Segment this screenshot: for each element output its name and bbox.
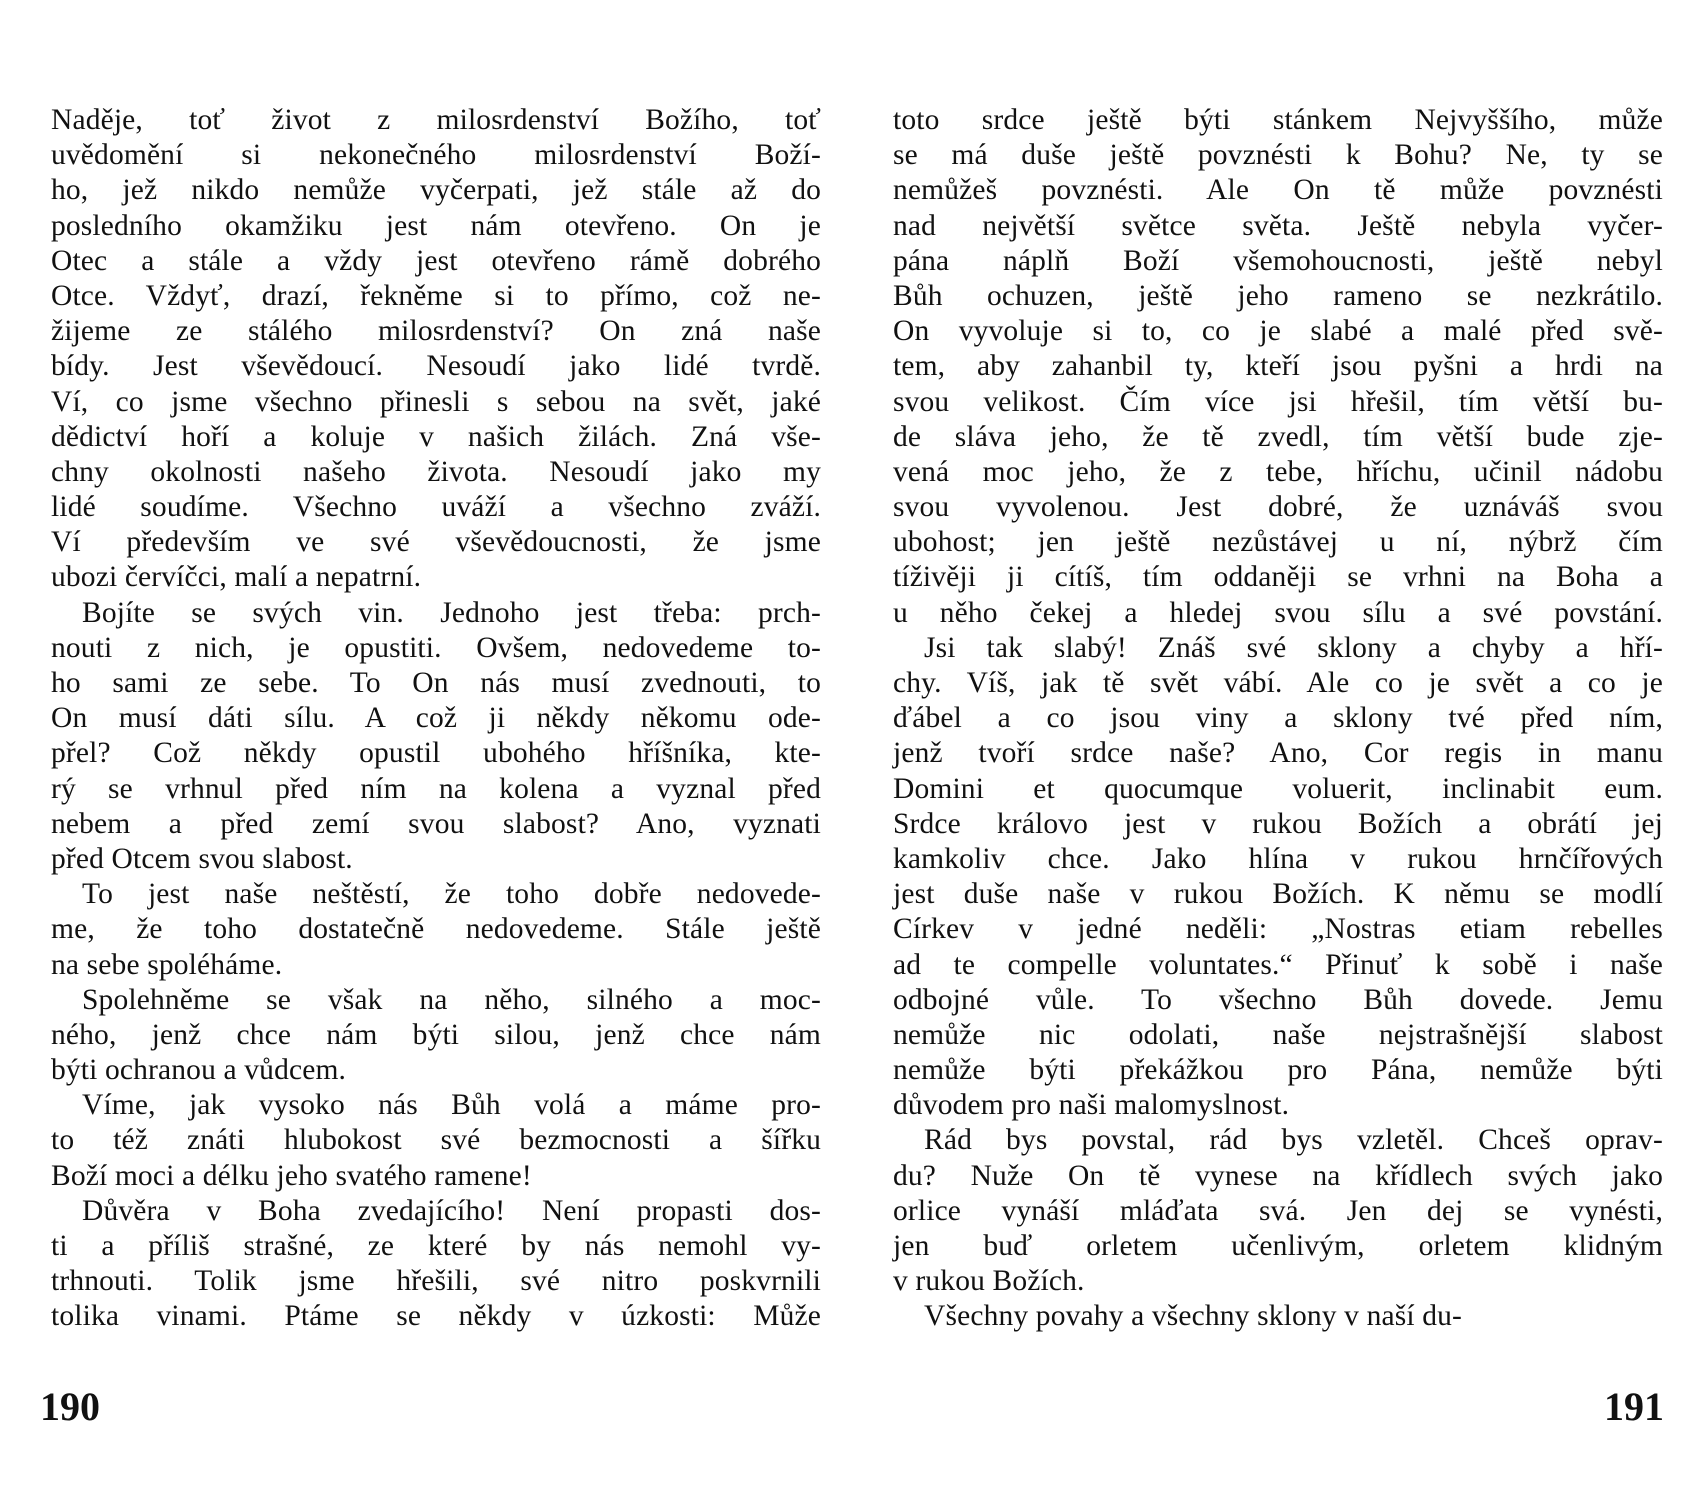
left-page-text [51,103,821,1335]
right-page-text [893,103,1663,1335]
text-line: uvědomění si nekonečného milosrdenství Boží- [51,139,821,172]
text-line: tolika vinami. Ptáme se někdy v úzkosti: Může [51,1300,821,1333]
text-line: tíživěji ji cítíš, tím oddaněji se vrhni na Boha a [893,561,1663,594]
text-line: před Otcem svou slabost. [51,842,353,875]
text-line: Rád bys povstal, rád bys vzletěl. Chceš oprav- [924,1124,1663,1157]
text-line: Bojíte se svých vin. Jednoho jest třeba: prch- [82,596,821,629]
text-line: Víme, jak vysoko nás Bůh volá a máme pro- [82,1089,821,1122]
text-line: Spolehněme se však na něho, silného a moc- [82,983,821,1016]
text-line: ného, jenž chce nám býti silou, jenž chce nám [51,1018,821,1051]
text-line: svou velikost. Čím více jsi hřešil, tím větší bu- [893,385,1663,418]
text-line: nouti z nich, je opustiti. Ovšem, nedovedeme to- [51,631,821,664]
text-line: u něho čekej a hledej svou sílu a své povstání. [893,596,1663,629]
text-line: toto srdce ještě býti stánkem Nejvyššího, může [893,104,1663,136]
text-line: Otce. Vždyť, drazí, řekněme si to přímo, což ne- [51,279,821,312]
text-line: to též znáti hlubokost své bezmocnosti a šířku [51,1124,821,1157]
text-line: Otec a stále a vždy jest otevřeno rámě dobrého [51,244,821,277]
text-line: Ví především ve své vševědoucnosti, že jsme [51,526,821,559]
text-line: ubozi červíčci, malí a nepatrní. [51,561,422,594]
text-line: chny okolnosti našeho života. Nesoudí jako my [51,455,821,488]
text-line: na sebe spoléháme. [51,948,283,981]
text-line: bídy. Jest vševědoucí. Nesoudí jako lidé tvrdě. [51,350,821,383]
text-line: přel? Což někdy opustil ubohého hříšníka, kte- [51,737,821,770]
text-line: Všechny povahy a všechny sklony v naší du- [924,1300,1463,1333]
text-line: ho sami ze sebe. To On nás musí zvednouti, to [51,667,821,699]
text-line: posledního okamžiku jest nám otevřeno. On je [51,209,821,242]
text-line: tem, aby zahanbil ty, kteří jsou pyšni a hrdi na [893,350,1663,383]
text-line: nemůžeš povznésti. Ale On tě může povznésti [893,174,1663,207]
text-line: ubohost; jen ještě nezůstávej u ní, nýbrž čím [893,526,1663,559]
text-line: lidé soudíme. Všechno uváží a všechno zváží. [51,491,821,524]
text-line: orlice vynáší mláďata svá. Jen dej se vynésti, [893,1194,1663,1227]
page-number-right: 191 [1604,1384,1664,1429]
text-line: důvodem pro naši malomyslnost. [893,1089,1290,1122]
text-line: Ví, co jsme všechno přinesli s sebou na svět, jaké [51,385,821,418]
text-line: rý se vrhnul před ním na kolena a vyznal před [51,772,821,805]
text-line: Jsi tak slabý! Znáš své sklony a chyby a hří- [924,631,1663,664]
text-line: ho, jež nikdo nemůže vyčerpati, jež stále až do [51,174,821,207]
text-line: nad největší světce světa. Ještě nebyla vyčer- [893,209,1663,242]
text-line: nemůže nic odolati, naše nejstrašnější slabost [893,1018,1663,1051]
text-line: pána náplň Boží všemohoucnosti, ještě nebyl [893,244,1663,277]
text-line: To jest naše neštěstí, že toho dobře nedovede- [82,878,821,911]
text-line: Boží moci a délku jeho svatého ramene! [51,1159,532,1192]
text-line: On musí dáti sílu. A což ji někdy někomu ode- [51,702,821,735]
text-line: Bůh ochuzen, ještě jeho rameno se nezkrátilo. [893,279,1663,312]
page-number-left: 190 [40,1384,100,1429]
text-line: trhnouti. Tolik jsme hřešili, své nitro poskvrnili [51,1265,821,1298]
text-line: ďábel a co jsou viny a sklony tvé před ním, [893,702,1663,735]
text-line: jen buď orletem učenlivým, orletem klidným [893,1230,1663,1262]
text-line: v rukou Božích. [893,1265,1085,1298]
text-line: Důvěra v Boha zvedajícího! Není propasti dos- [82,1194,821,1227]
text-line: se má duše ještě povznésti k Bohu? Ne, ty se [893,139,1663,172]
text-line: odbojné vůle. To všechno Bůh dovede. Jemu [893,983,1663,1016]
text-line: jenž tvoří srdce naše? Ano, Cor regis in manu [893,737,1663,770]
text-line: býti ochranou a vůdcem. [51,1054,347,1087]
text-line: žijeme ze stálého milosrdenství? On zná naše [51,315,821,348]
text-line: dědictví hoří a koluje v našich žilách. Zná vše- [51,420,821,453]
text-line: jest duše naše v rukou Božích. K němu se modlí [893,878,1663,911]
text-line: de sláva jeho, že tě zvedl, tím větší bude zje- [893,420,1663,453]
text-line: nemůže býti překážkou pro Pána, nemůže býti [893,1054,1663,1087]
text-line: nebem a před zemí svou slabost? Ano, vyznati [51,807,821,840]
text-line: ad te compelle voluntates.“ Přinuť k sobě i naše [893,948,1663,981]
text-line: ti a příliš strašné, ze které by nás nemohl vy- [51,1230,821,1262]
text-line: chy. Víš, jak tě svět vábí. Ale co je svět a co je [893,667,1663,699]
text-line: Naděje, toť život z milosrdenství Božího, toť [51,104,821,136]
text-line: Domini et quocumque voluerit, inclinabit eum. [893,772,1663,805]
text-line: du? Nuže On tě vynese na křídlech svých jako [893,1159,1663,1192]
text-line: Církev v jedné neděli: „Nostras etiam rebelles [893,913,1663,946]
text-line: me, že toho dostatečně nedovedeme. Stále ještě [51,913,821,946]
text-line: kamkoliv chce. Jako hlína v rukou hrnčířových [893,842,1663,875]
text-line: svou vyvolenou. Jest dobré, že uznáváš svou [893,491,1663,524]
text-line: Srdce královo jest v rukou Božích a obrátí jej [893,807,1663,840]
text-line: vená moc jeho, že z tebe, hříchu, učinil nádobu [893,455,1663,488]
text-line: On vyvoluje si to, co je slabé a malé před svě- [893,315,1663,348]
